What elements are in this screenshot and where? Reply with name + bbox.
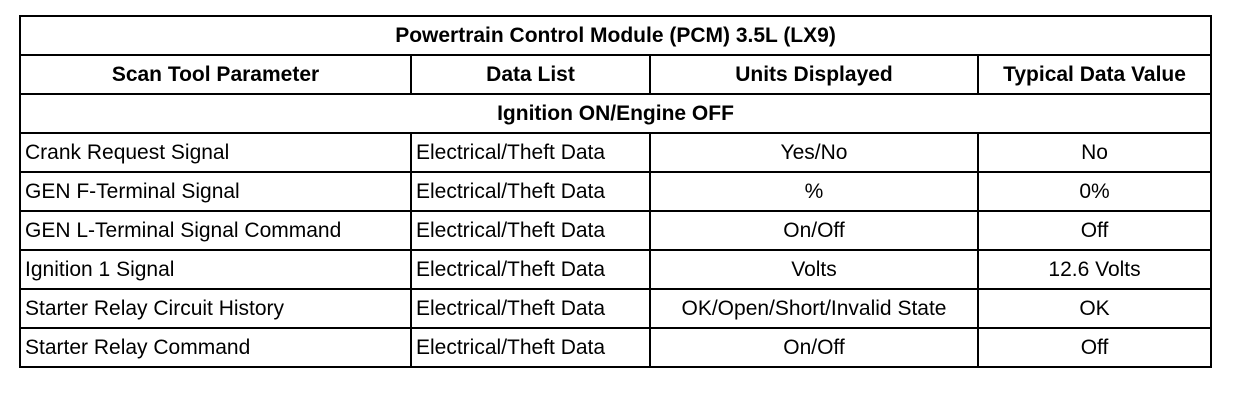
- table-row: [20, 250, 1211, 289]
- header-data-list: Data List: [411, 55, 650, 94]
- data-list-cell: Electrical/Theft Data: [411, 211, 650, 250]
- typical-value-cell: No: [978, 133, 1211, 172]
- section-row: [20, 94, 1211, 133]
- header-units-displayed: Units Displayed: [650, 55, 978, 94]
- table-row: [20, 172, 1211, 211]
- header-typical-data-value: Typical Data Value: [978, 55, 1211, 94]
- typical-value-cell: 12.6 Volts: [978, 250, 1211, 289]
- data-list-cell: Electrical/Theft Data: [411, 289, 650, 328]
- units-cell: Yes/No: [650, 133, 978, 172]
- typical-value-cell: 0%: [978, 172, 1211, 211]
- typical-value-cell: Off: [978, 328, 1211, 367]
- section-heading: Ignition ON/Engine OFF: [20, 94, 1211, 133]
- units-cell: On/Off: [650, 328, 978, 367]
- table-row: [20, 289, 1211, 328]
- table-row: [20, 328, 1211, 367]
- data-list-cell: Electrical/Theft Data: [411, 133, 650, 172]
- parameter-cell: Starter Relay Circuit History: [20, 289, 411, 328]
- header-row: [20, 55, 1211, 94]
- data-list-cell: Electrical/Theft Data: [411, 328, 650, 367]
- parameter-cell: Ignition 1 Signal: [20, 250, 411, 289]
- table-row: [20, 133, 1211, 172]
- table-row: [20, 211, 1211, 250]
- pcm-data-table: [19, 15, 1212, 368]
- units-cell: On/Off: [650, 211, 978, 250]
- parameter-cell: Crank Request Signal: [20, 133, 411, 172]
- typical-value-cell: Off: [978, 211, 1211, 250]
- typical-value-cell: OK: [978, 289, 1211, 328]
- table-title: Powertrain Control Module (PCM) 3.5L (LX9): [20, 16, 1211, 55]
- parameter-cell: Starter Relay Command: [20, 328, 411, 367]
- data-list-cell: Electrical/Theft Data: [411, 250, 650, 289]
- header-scan-tool-parameter: Scan Tool Parameter: [20, 55, 411, 94]
- units-cell: OK/Open/Short/Invalid State: [650, 289, 978, 328]
- units-cell: %: [650, 172, 978, 211]
- parameter-cell: GEN F-Terminal Signal: [20, 172, 411, 211]
- units-cell: Volts: [650, 250, 978, 289]
- parameter-cell: GEN L-Terminal Signal Command: [20, 211, 411, 250]
- title-row: [20, 16, 1211, 55]
- pcm-data-table-container: [19, 15, 1210, 368]
- data-list-cell: Electrical/Theft Data: [411, 172, 650, 211]
